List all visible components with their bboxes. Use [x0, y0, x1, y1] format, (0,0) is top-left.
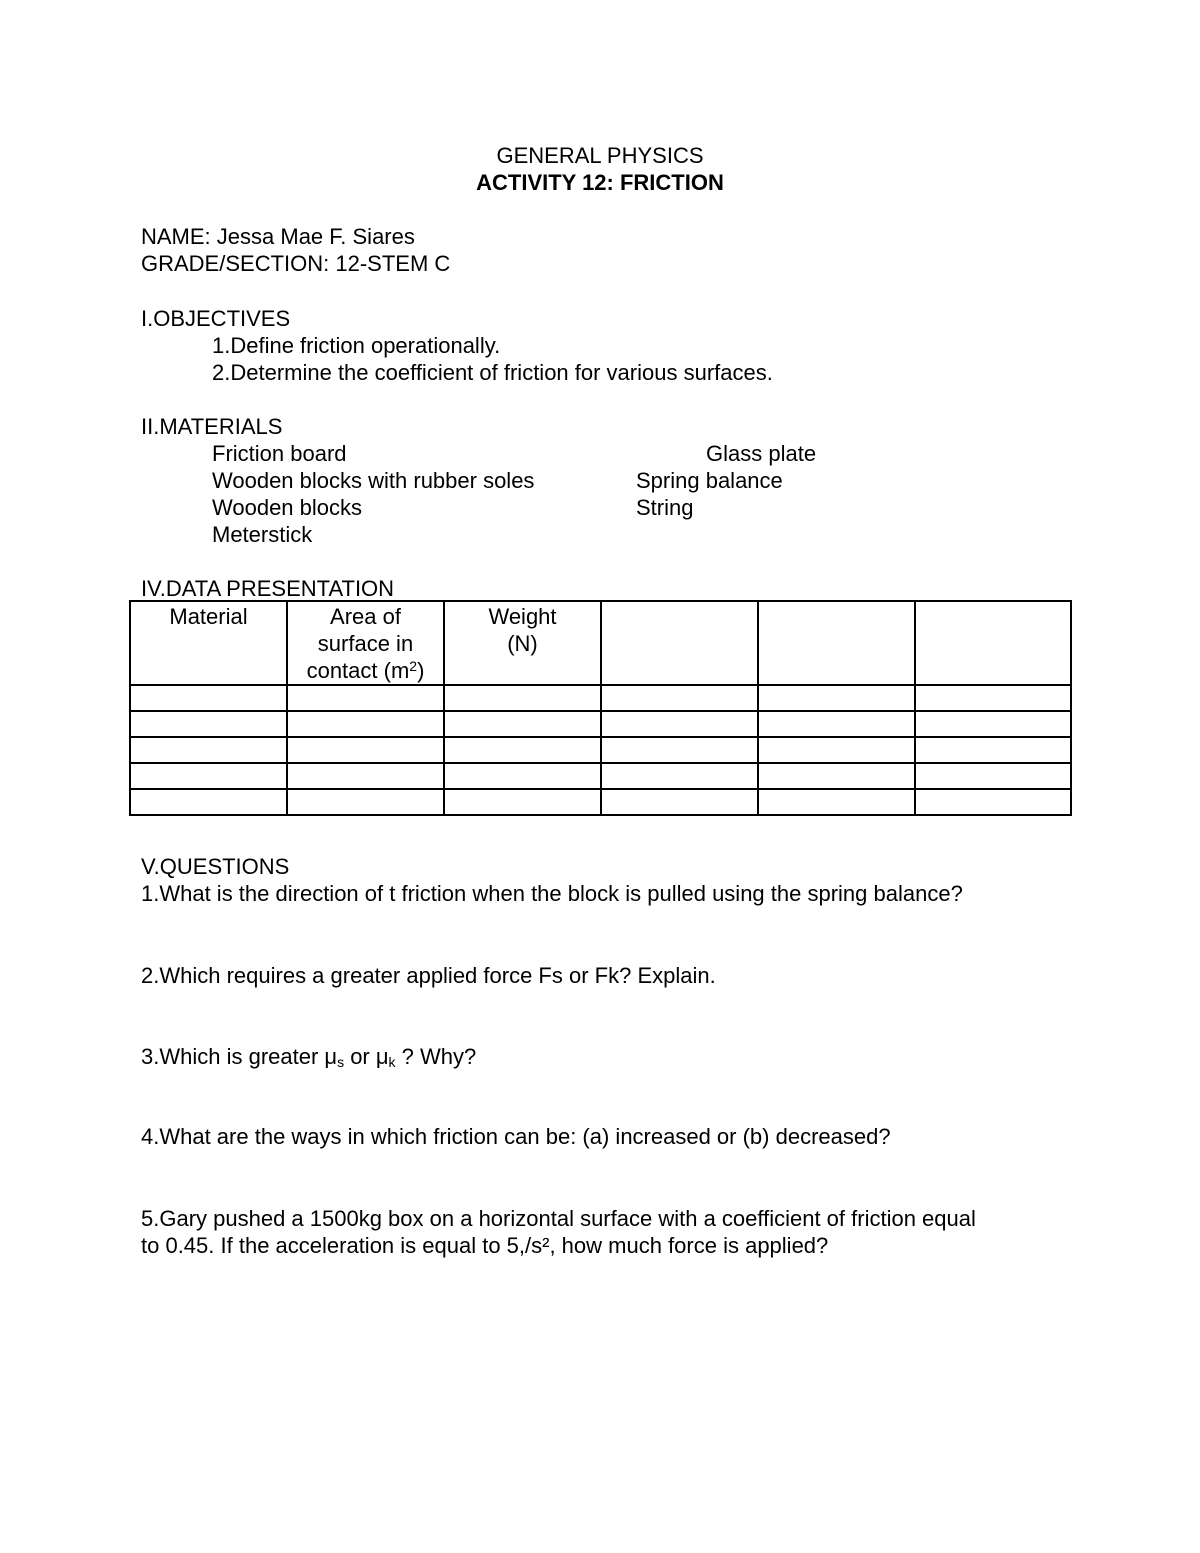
- table-cell[interactable]: [758, 789, 915, 815]
- table-cell[interactable]: [915, 685, 1071, 711]
- table-cell[interactable]: [130, 789, 287, 815]
- table-row: [130, 789, 1071, 815]
- table-cell[interactable]: [601, 711, 758, 737]
- table-cell[interactable]: [444, 737, 601, 763]
- table-row: [130, 711, 1071, 737]
- header-text: ): [417, 658, 425, 683]
- question-5-line-1: 5.Gary pushed a 1500kg box on a horizontal surface with a coefficient of friction equal: [141, 1206, 976, 1231]
- table-cell[interactable]: [915, 763, 1071, 789]
- table-cell[interactable]: [444, 763, 601, 789]
- question-4: 4.What are the ways in which friction can be: (a) increased or (b) decreased?: [141, 1124, 891, 1149]
- table-row: [130, 763, 1071, 789]
- subject-title: GENERAL PHYSICS: [496, 143, 704, 168]
- column-header-blank: [915, 601, 1071, 685]
- questions-heading: V.QUESTIONS: [141, 854, 290, 879]
- column-header-weight: [444, 601, 601, 685]
- objectives-heading: I.OBJECTIVES: [141, 306, 291, 331]
- question-text: or μ: [344, 1044, 389, 1069]
- data-table: [129, 600, 1072, 816]
- column-header-material: [130, 601, 287, 685]
- table-cell[interactable]: [130, 737, 287, 763]
- data-presentation-heading: IV.DATA PRESENTATION: [141, 576, 395, 601]
- subscript: k: [388, 1054, 396, 1070]
- header-line: [288, 657, 443, 684]
- material-item: String: [636, 495, 694, 520]
- question-text: 3.Which is greater μ: [141, 1044, 338, 1069]
- materials-heading: II.MATERIALS: [141, 414, 283, 439]
- material-item: Glass plate: [706, 441, 817, 466]
- header-line: (N): [507, 631, 538, 656]
- question-5-line-2: to 0.45. If the acceleration is equal to 5,/s², how much force is applied?: [141, 1233, 829, 1258]
- table-cell[interactable]: [287, 711, 444, 737]
- table-cell[interactable]: [758, 763, 915, 789]
- table-row: [130, 737, 1071, 763]
- table-cell[interactable]: [601, 789, 758, 815]
- table-cell[interactable]: [287, 763, 444, 789]
- unit-exponent: 2: [409, 658, 418, 674]
- column-header-blank: [601, 601, 758, 685]
- table-cell[interactable]: [130, 763, 287, 789]
- table-header-row: [130, 601, 1071, 685]
- table-cell[interactable]: [287, 685, 444, 711]
- table-row: [130, 685, 1071, 711]
- grade-section: GRADE/SECTION: 12-STEM C: [141, 251, 451, 276]
- header-line: Area of: [330, 604, 401, 629]
- table-cell[interactable]: [915, 789, 1071, 815]
- question-3: [141, 1043, 476, 1070]
- table-cell[interactable]: [758, 737, 915, 763]
- table-cell[interactable]: [444, 685, 601, 711]
- table-cell[interactable]: [130, 685, 287, 711]
- material-item: Wooden blocks: [212, 495, 363, 520]
- activity-title: ACTIVITY 12: FRICTION: [476, 170, 724, 195]
- table-cell[interactable]: [601, 737, 758, 763]
- material-item: Meterstick: [212, 522, 313, 547]
- question-2: 2.Which requires a greater applied force Fs or Fk? Explain.: [141, 963, 716, 988]
- material-item: Wooden blocks with rubber soles: [212, 468, 535, 493]
- table-cell[interactable]: [915, 711, 1071, 737]
- header-line: Weight: [488, 604, 557, 629]
- question-text: ? Why?: [395, 1044, 477, 1069]
- table-cell[interactable]: [915, 737, 1071, 763]
- table-cell[interactable]: [758, 711, 915, 737]
- table-cell[interactable]: [444, 711, 601, 737]
- material-item: Spring balance: [636, 468, 783, 493]
- header-line: Material: [169, 604, 248, 629]
- table-cell[interactable]: [601, 685, 758, 711]
- column-header-area: [287, 601, 444, 685]
- table-cell[interactable]: [287, 789, 444, 815]
- header-text: contact (m: [306, 658, 410, 683]
- table-cell[interactable]: [444, 789, 601, 815]
- table-cell[interactable]: [601, 763, 758, 789]
- question-1: 1.What is the direction of t friction when the block is pulled using the spring balance?: [141, 881, 963, 906]
- objective-item: 2.Determine the coefficient of friction for various surfaces.: [212, 360, 773, 385]
- objective-item: 1.Define friction operationally.: [212, 333, 501, 358]
- column-header-blank: [758, 601, 915, 685]
- table-cell[interactable]: [287, 737, 444, 763]
- material-item: Friction board: [212, 441, 347, 466]
- table-cell[interactable]: [758, 685, 915, 711]
- table-cell[interactable]: [130, 711, 287, 737]
- subscript: s: [337, 1054, 345, 1070]
- student-name: NAME: Jessa Mae F. Siares: [141, 224, 415, 249]
- header-line: surface in: [317, 631, 414, 656]
